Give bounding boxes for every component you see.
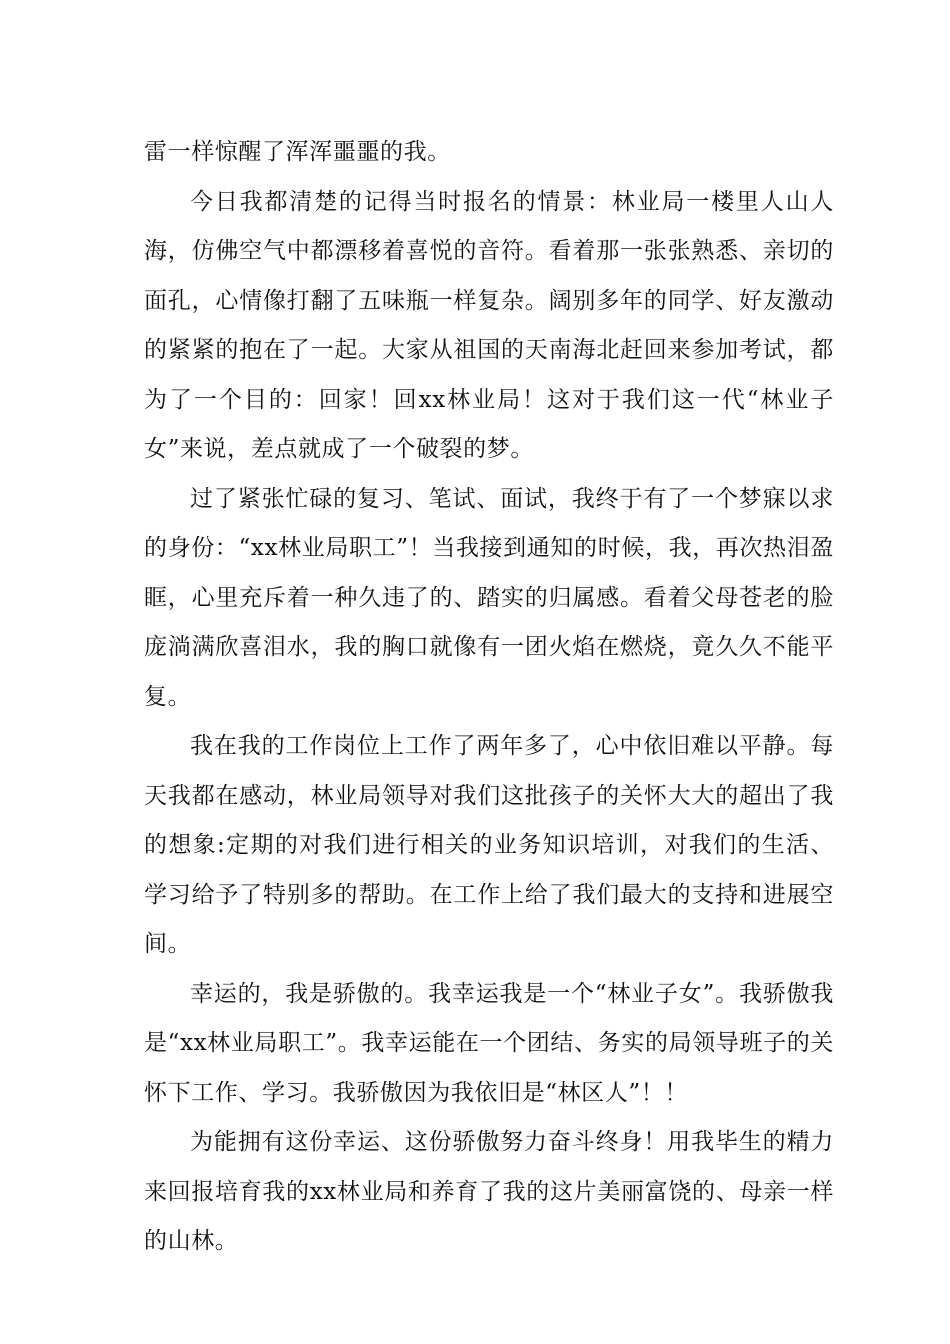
paragraph-3: 过了紧张忙碌的复习、笔试、面试，我终于有了一个梦寐以求的身份：“xx林业局职工”！当我接到通知的时候，我，再次热泪盈眶，心里充斥着一种久违了的、踏实的归属感。看着父母苍老的脸庞淌满欣喜泪水，我的胸口就像有一团火焰在燃烧，竟久久不能平复。	[144, 485, 834, 710]
paragraph-1: 雷一样惊醒了浑浑噩噩的我。	[144, 139, 451, 165]
paragraph-5: 幸运的，我是骄傲的。我幸运我是一个“林业子女”。我骄傲我是“xx林业局职工”。我幸运能在一个团结、务实的局领导班子的关怀下工作、学习。我骄傲因为我依旧是“林区人”！！	[144, 980, 834, 1106]
paragraph-6: 为能拥有这份幸运、这份骄傲努力奋斗终身！用我毕生的精力来回报培育我的xx林业局和养育了我的这片美丽富饶的、母亲一样的山林。	[144, 1129, 834, 1254]
document-body	[144, 128, 834, 1267]
paragraph-4: 我在我的工作岗位上工作了两年多了，心中依旧难以平静。每天我都在感动，林业局领导对我们这批孩子的关怀大大的超出了我的想象:定期的对我们进行相关的业务知识培训，对我们的生活、学习给予了特别多的帮助。在工作上给了我们最大的支持和进展空间。	[144, 733, 834, 957]
paragraph-2: 今日我都清楚的记得当时报名的情景：林业局一楼里人山人海，仿佛空气中都漂移着喜悦的音符。看着那一张张熟悉、亲切的面孔，心情像打翻了五味瓶一样复杂。阔别多年的同学、好友激动的紧紧的抱在了一起。大家从祖国的天南海北赶回来参加考试，都为了一个目的：回家！回xx林业局！这对于我们这一代“林业子女”来说，差点就成了一个破裂的梦。	[144, 188, 834, 462]
